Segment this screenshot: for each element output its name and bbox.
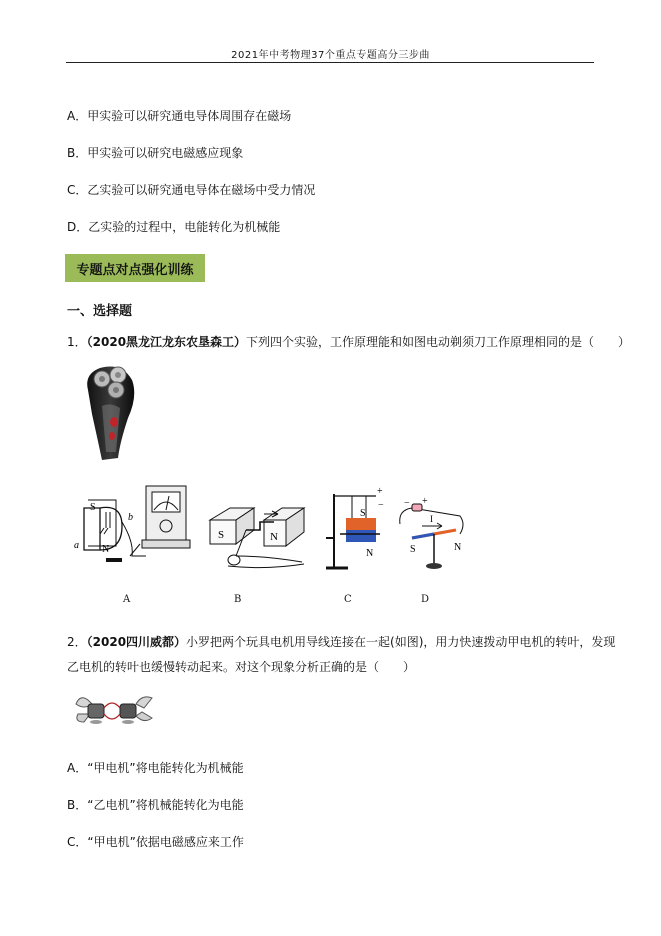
question-2 (67, 633, 615, 650)
caption-a: A (123, 594, 131, 605)
figure-d-label-s: S (410, 544, 416, 555)
figure-c-stand-setup (322, 484, 386, 574)
figure-a-induction-setup (70, 482, 192, 570)
figure-d-label-i: I (430, 514, 433, 524)
question-2-source: （2020四川威都） (86, 635, 187, 649)
figure-a-label-s: S (90, 502, 96, 513)
header-rule (66, 62, 594, 63)
question-1-source: （2020黑龙江龙东农垦森工） (86, 335, 247, 349)
question-2-option-a: A．“甲电机”将电能转化为机械能 (67, 761, 244, 775)
question-1-text: 下列四个实验，工作原理能和如图电动剃须刀工作原理相同的是（ ） (246, 335, 631, 349)
question-2-line2: 乙电机的转叶也缓慢转动起来。对这个现象分析正确的是（ ） (67, 660, 416, 674)
figure-b-label-s: S (218, 529, 225, 541)
figure-b-label-n: N (270, 531, 278, 543)
question-2-option-c: C．“甲电机”依据电磁感应来工作 (67, 835, 244, 849)
electric-shaver-image (80, 362, 142, 462)
figure-a-label-n: N (102, 544, 110, 555)
figure-c-label-n: N (366, 548, 374, 559)
section-title: 一、选择题 (67, 304, 133, 319)
figure-d-label-n: N (454, 542, 462, 553)
prev-option-c: C．乙实验可以研究通电导体在磁场中受力情况 (67, 183, 316, 197)
caption-c: C (344, 594, 352, 605)
figure-c-label-minus: − (378, 500, 384, 511)
question-2-text-line1: 小罗把两个玩具电机用导线连接在一起(如图)，用力快速拨动甲电机的转叶，发现 (186, 635, 616, 649)
figure-d-label-plus: + (422, 496, 428, 507)
figure-d-oersted-setup (394, 494, 466, 574)
figure-c-label-s: S (360, 508, 366, 519)
question-1 (67, 333, 630, 350)
figure-b-magnet-wire (206, 500, 306, 572)
question-2-option-b: B．“乙电机”将机械能转化为电能 (67, 798, 244, 812)
prev-option-b: B．甲实验可以研究电磁感应现象 (67, 146, 244, 160)
figure-a-label-a: a (74, 540, 79, 551)
figure-a-label-b: b (128, 512, 133, 523)
figure-d-label-minus: − (404, 498, 410, 509)
page-header: 2021年中考物理37个重点专题高分三步曲 (231, 50, 430, 61)
toy-motors-image (72, 690, 156, 728)
question-2-number: 2． (67, 635, 87, 649)
caption-d: D (421, 594, 430, 605)
prev-option-a: A．甲实验可以研究通电导体周围存在磁场 (67, 109, 292, 123)
section-banner: 专题点对点强化训练 (65, 254, 205, 282)
question-1-number: 1． (67, 335, 87, 349)
prev-option-d: D．乙实验的过程中，电能转化为机械能 (67, 220, 281, 234)
caption-b: B (234, 594, 242, 605)
figure-c-label-plus: + (377, 486, 383, 497)
